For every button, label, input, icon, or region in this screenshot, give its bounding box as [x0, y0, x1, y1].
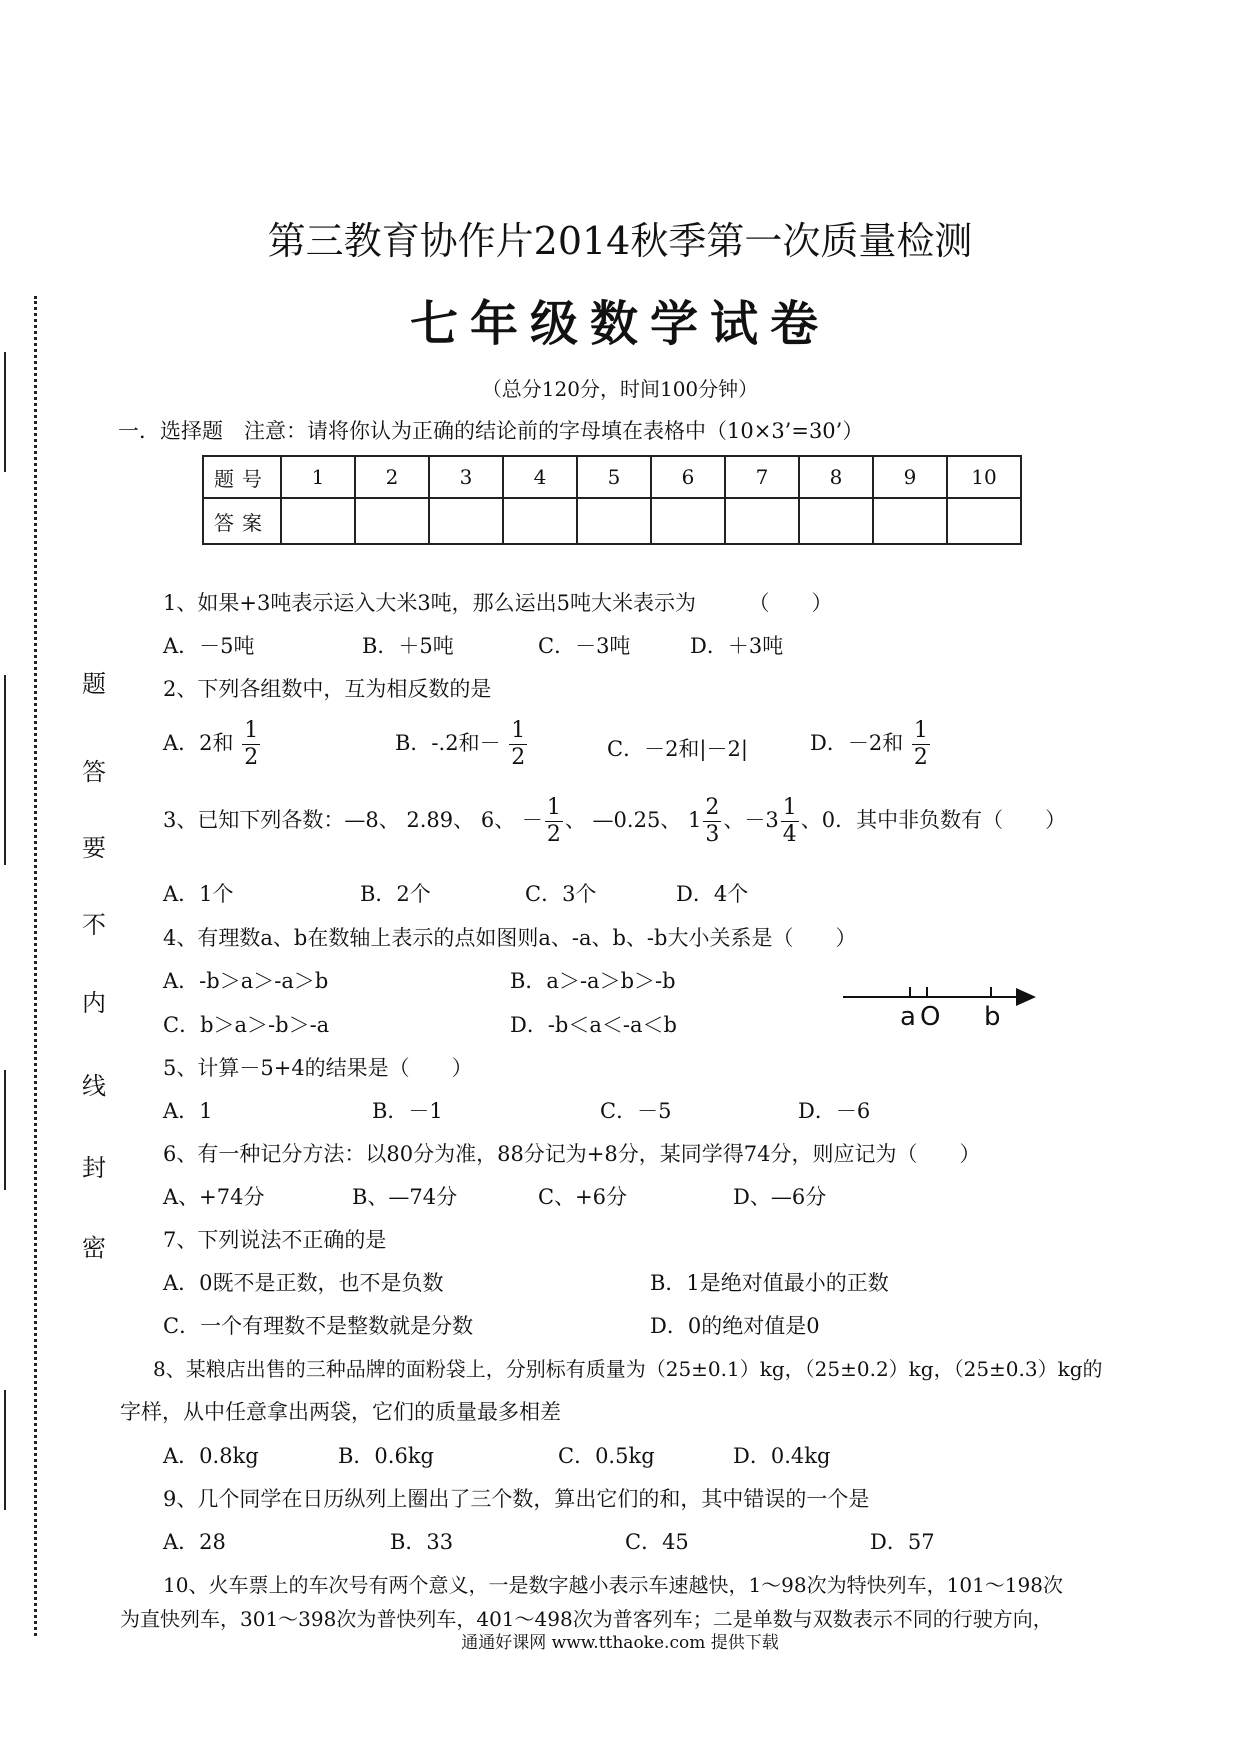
q1-option-b: B．＋5吨	[362, 634, 454, 658]
fraction	[509, 718, 527, 771]
q5-option-a: A．1	[163, 1099, 213, 1123]
question-8-stem-line1: 8、某粮店出售的三种品牌的面粉袋上，分别标有质量为（25±0.1）kg，（25±0.2）kg，（25±0.3）kg的	[153, 1357, 1103, 1381]
table-cell: 5	[577, 456, 651, 498]
q8-option-b: B．0.6kg	[338, 1444, 434, 1468]
fraction-denominator: 2	[546, 822, 561, 847]
question-4-stem: 4、有理数a、b在数轴上表示的点如图则a、-a、b、-b大小关系是（ ）	[163, 926, 857, 950]
q4-option-b: B．a＞-a＞b＞-b	[510, 969, 676, 993]
q6-option-b: B、—74分	[352, 1185, 458, 1209]
margin-char: 答	[82, 758, 106, 786]
fraction-numerator: 2	[705, 795, 720, 820]
number-line-arrow	[1016, 988, 1036, 1006]
q3-stem-mid2: 、－3	[723, 808, 779, 832]
q9-option-b: B．33	[390, 1530, 454, 1554]
q1-option-a: A．－5吨	[163, 634, 255, 658]
fraction-denominator: 2	[244, 745, 259, 770]
table-cell: 8	[799, 456, 873, 498]
fraction	[703, 795, 721, 848]
q7-option-c: C．一个有理数不是整数就是分数	[163, 1314, 474, 1338]
table-row	[203, 498, 1021, 544]
q7-option-d: D．0的绝对值是0	[650, 1314, 820, 1338]
q7-option-a: A．0既不是正数，也不是负数	[163, 1271, 444, 1295]
question-2-stem: 2、下列各组数中，互为相反数的是	[163, 677, 492, 701]
margin-char: 线	[82, 1072, 106, 1100]
binding-dotted-line	[34, 296, 37, 1636]
fraction-numerator: 1	[244, 718, 259, 743]
q2-option-c: C．－2和|－2|	[607, 737, 748, 761]
table-cell: 10	[947, 456, 1021, 498]
q9-option-a: A．28	[163, 1530, 226, 1554]
exam-title: 第三教育协作片2014秋季第一次质量检测	[267, 219, 973, 263]
answer-cell[interactable]	[355, 498, 429, 544]
fraction-denominator: 2	[913, 745, 928, 770]
table-cell: 6	[651, 456, 725, 498]
axis-label-a: a	[900, 1002, 916, 1032]
tick-origin	[926, 987, 928, 996]
q2-b-text: B．-.2和－	[395, 731, 501, 755]
q4-option-c: C．b＞a＞-b＞-a	[163, 1013, 330, 1037]
exam-note: （总分120分，时间100分钟）	[481, 377, 759, 401]
q8-option-d: D．0.4kg	[733, 1444, 831, 1468]
q3-option-d: D．4个	[676, 882, 749, 906]
fraction-denominator: 2	[511, 745, 526, 770]
table-cell: 9	[873, 456, 947, 498]
fraction	[781, 795, 799, 848]
question-10-stem-line1: 10、火车票上的车次号有两个意义，一是数字越小表示车速越快，1～98次为特快列车，101～198次	[163, 1573, 1063, 1597]
answer-cell[interactable]	[281, 498, 355, 544]
binding-line-segment	[4, 675, 6, 865]
q2-option-b	[395, 718, 529, 771]
q3-stem-mid1: 、 —0.25、 1	[564, 808, 702, 832]
q2-a-text: A．2和	[163, 731, 234, 755]
q5-option-c: C．－5	[600, 1099, 672, 1123]
section-heading: 一．选择题 注意：请将你认为正确的结论前的字母填在表格中（10×3’=30’）	[118, 419, 864, 443]
q7-option-b: B．1是绝对值最小的正数	[650, 1271, 889, 1295]
binding-line-segment	[4, 1070, 6, 1190]
fraction	[912, 718, 930, 771]
table-cell: 7	[725, 456, 799, 498]
q4-option-a: A．-b＞a＞-a＞b	[163, 969, 329, 993]
question-6-stem: 6、有一种记分方法：以80分为准，88分记为+8分，某同学得74分，则应记为（ ）	[163, 1142, 981, 1166]
q5-option-d: D．－6	[798, 1099, 871, 1123]
fraction-numerator: 1	[913, 718, 928, 743]
answer-cell[interactable]	[503, 498, 577, 544]
question-5-stem: 5、计算－5+4的结果是（ ）	[163, 1056, 473, 1080]
answer-cell[interactable]	[947, 498, 1021, 544]
q2-option-d	[810, 718, 932, 771]
question-10-stem-line2: 为直快列车，301～398次为普快列车，401～498次为普客列车；二是单数与双数表示不同的行驶方向，	[120, 1607, 1053, 1631]
answer-table	[202, 455, 1022, 545]
table-header-cell: 题号	[203, 456, 281, 498]
tick-b	[990, 987, 992, 996]
number-line-axis	[843, 996, 1023, 998]
question-3-stem	[163, 795, 1066, 848]
table-row	[203, 456, 1021, 498]
q2-d-text: D．－2和	[810, 731, 904, 755]
axis-label-origin: O	[920, 1002, 941, 1032]
answer-cell[interactable]	[873, 498, 947, 544]
q6-option-a: A、+74分	[163, 1185, 265, 1209]
fraction	[242, 718, 260, 771]
fraction-numerator: 1	[511, 718, 526, 743]
fraction-denominator: 4	[782, 822, 797, 847]
answer-cell[interactable]	[725, 498, 799, 544]
table-cell: 4	[503, 456, 577, 498]
q3-option-b: B．2个	[360, 882, 431, 906]
question-7-stem: 7、下列说法不正确的是	[163, 1228, 387, 1252]
q8-option-a: A．0.8kg	[163, 1444, 259, 1468]
table-cell: 3	[429, 456, 503, 498]
fraction-numerator: 1	[546, 795, 561, 820]
q3-option-a: A．1个	[163, 882, 234, 906]
question-8-stem-line2: 字样，从中任意拿出两袋，它们的质量最多相差	[120, 1400, 561, 1424]
tick-a	[909, 987, 911, 996]
q9-option-d: D．57	[870, 1530, 935, 1554]
fraction-denominator: 3	[705, 822, 720, 847]
table-header-cell: 答案	[203, 498, 281, 544]
footer-text: 通通好课网 www.tthaoke.com 提供下载	[461, 1633, 779, 1653]
q3-stem-end: 、0．其中非负数有（ ）	[800, 808, 1067, 832]
fraction	[545, 795, 563, 848]
table-cell: 2	[355, 456, 429, 498]
margin-char: 要	[82, 834, 106, 862]
q6-option-c: C、+6分	[538, 1185, 628, 1209]
answer-cell[interactable]	[577, 498, 651, 544]
question-9-stem: 9、几个同学在日历纵列上圈出了三个数，算出它们的和，其中错误的一个是	[163, 1487, 870, 1511]
q2-option-a	[163, 718, 262, 771]
binding-line-segment	[4, 352, 6, 472]
binding-line-segment	[4, 1390, 6, 1510]
margin-char: 不	[82, 911, 106, 939]
answer-cell[interactable]	[651, 498, 725, 544]
margin-char: 密	[82, 1234, 106, 1262]
margin-char: 内	[82, 989, 106, 1017]
margin-char: 封	[82, 1154, 106, 1182]
axis-label-b: b	[984, 1002, 1001, 1032]
q4-option-d: D．-b＜a＜-a＜b	[510, 1013, 677, 1037]
q6-option-d: D、—6分	[733, 1185, 827, 1209]
q3-stem-start: 3、已知下列各数：—8、 2.89、 6、 －	[163, 808, 543, 832]
answer-cell[interactable]	[429, 498, 503, 544]
q1-option-c: C．－3吨	[538, 634, 631, 658]
fraction-numerator: 1	[782, 795, 797, 820]
q5-option-b: B．－1	[372, 1099, 443, 1123]
q1-option-d: D．＋3吨	[690, 634, 784, 658]
margin-char: 题	[82, 670, 106, 698]
question-1-stem: 1、如果+3吨表示运入大米3吨，那么运出5吨大米表示为 （ ）	[163, 591, 833, 615]
exam-subtitle: 七年级数学试卷	[409, 296, 830, 352]
q9-option-c: C．45	[625, 1530, 689, 1554]
answer-cell[interactable]	[799, 498, 873, 544]
table-cell: 1	[281, 456, 355, 498]
q3-option-c: C．3个	[525, 882, 597, 906]
q8-option-c: C．0.5kg	[558, 1444, 655, 1468]
